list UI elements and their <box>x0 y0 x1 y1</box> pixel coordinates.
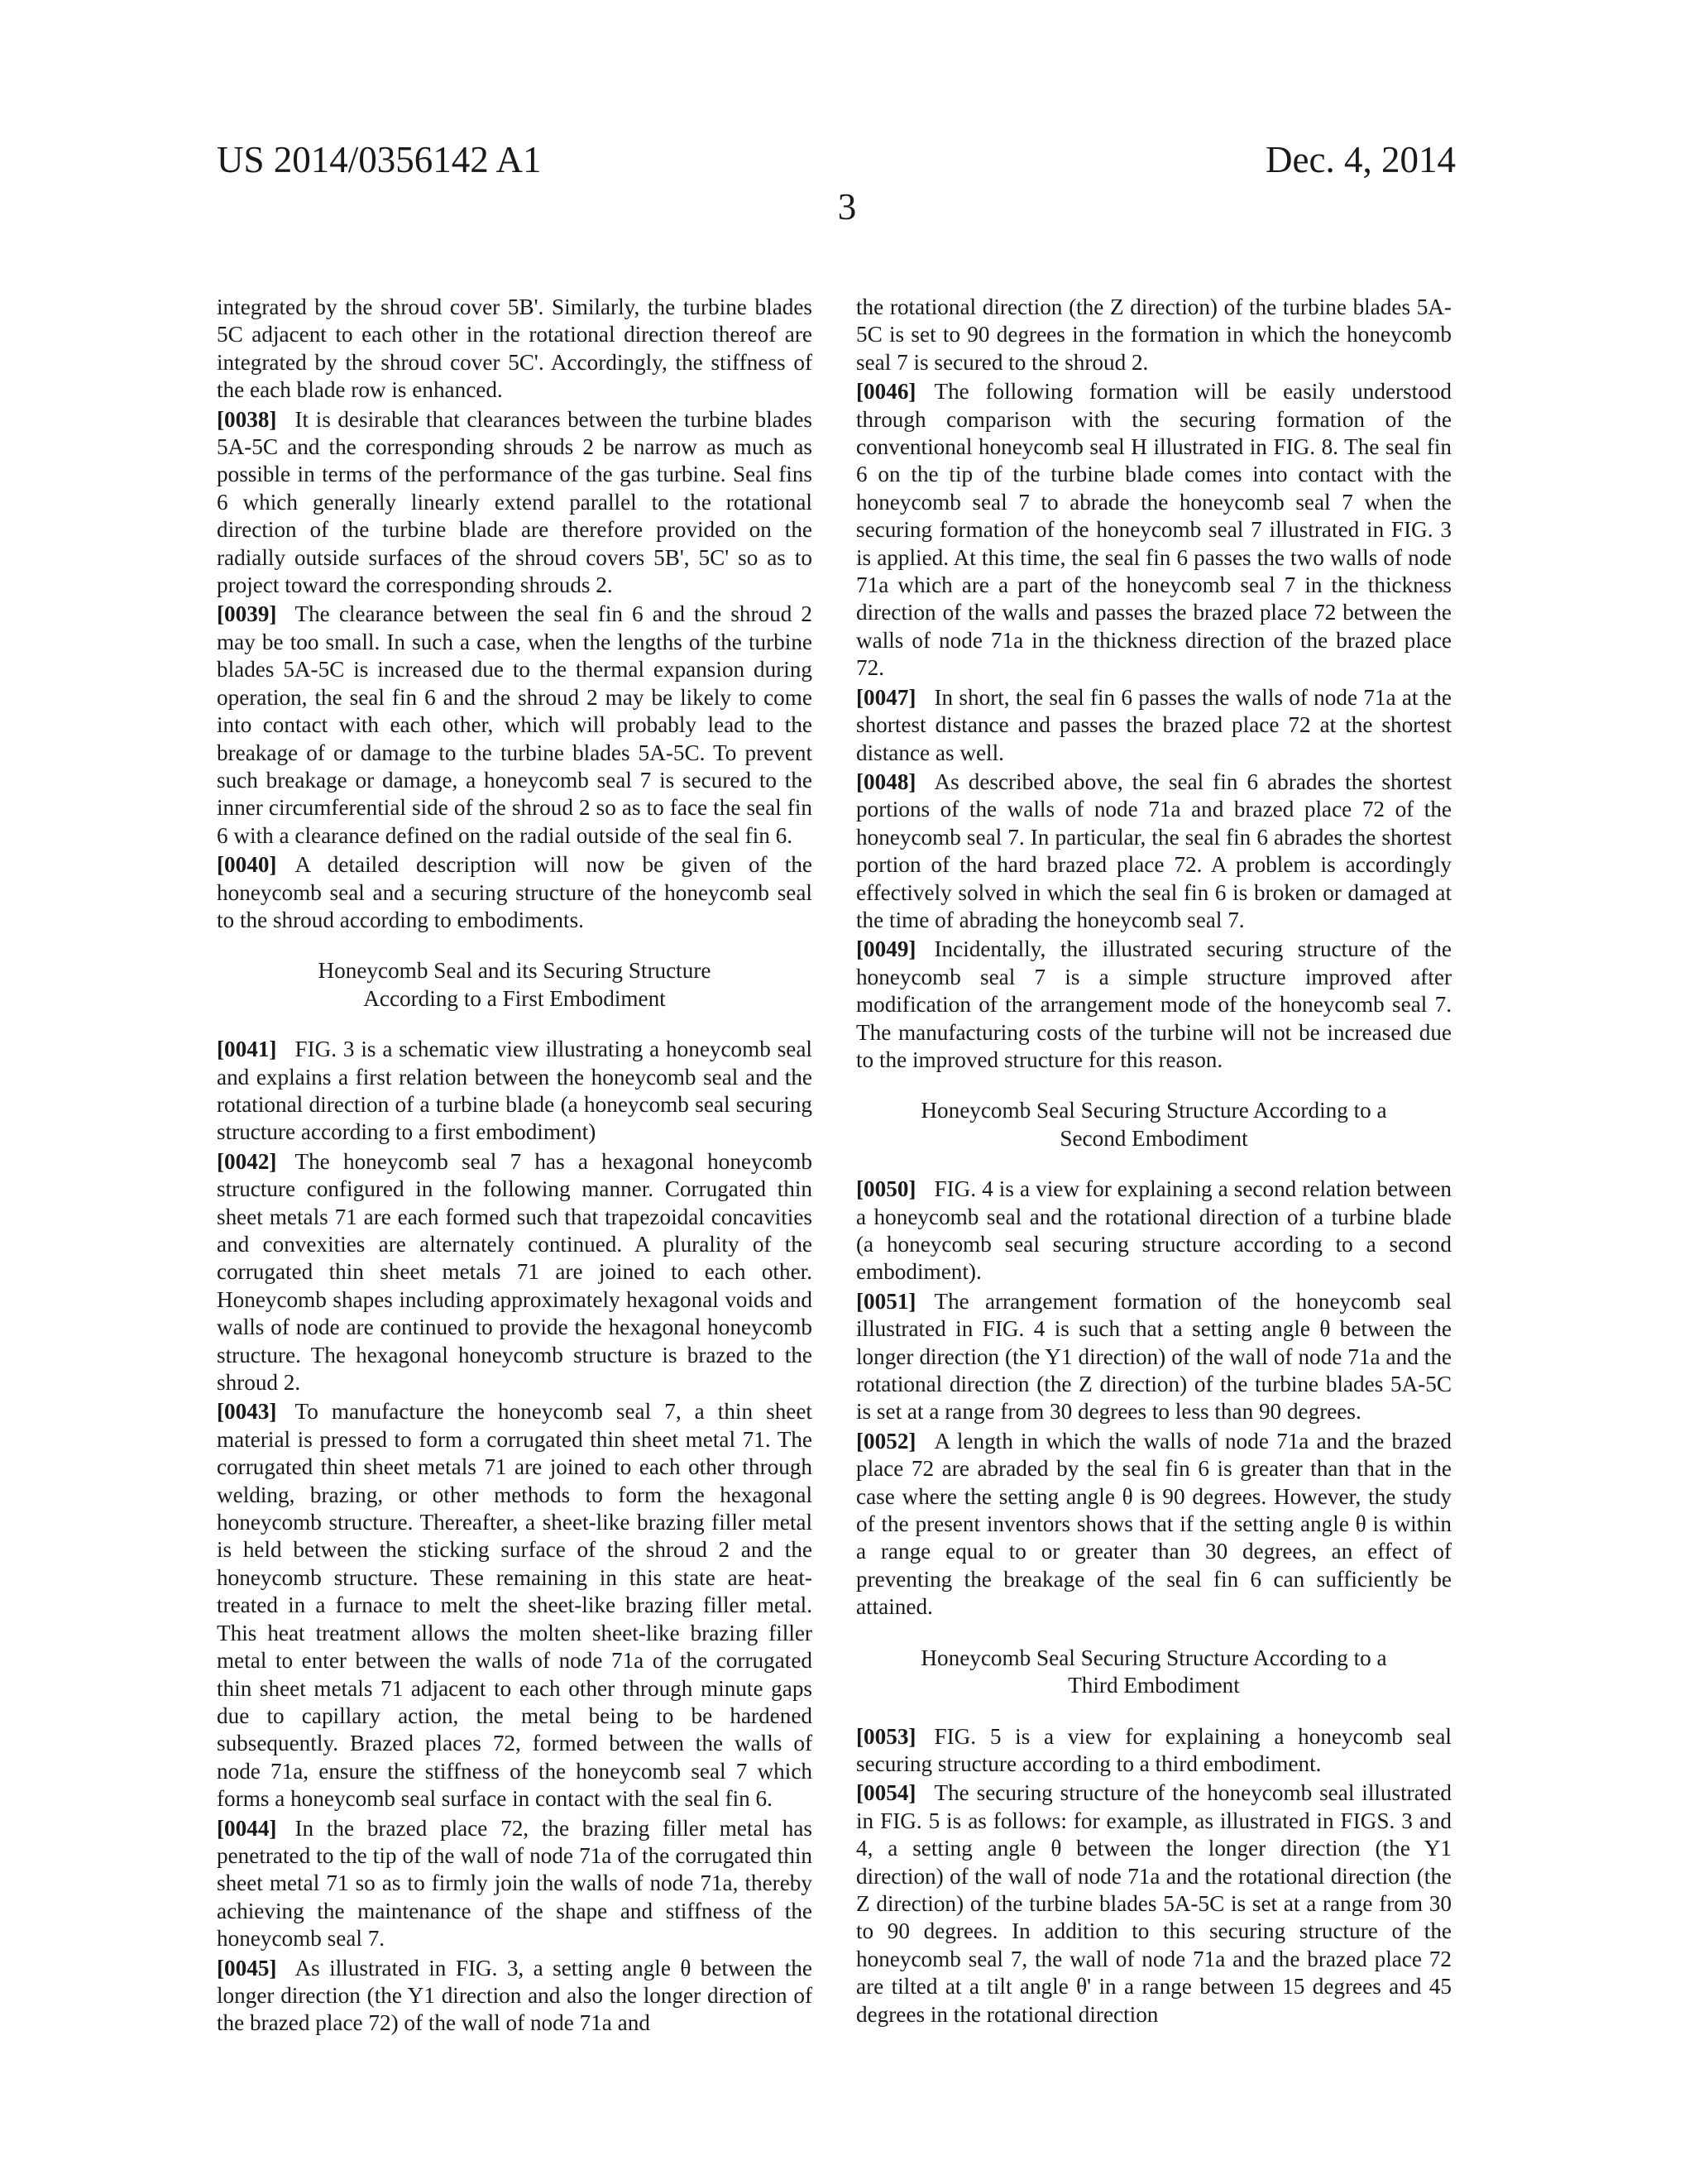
paragraph-text: The clearance between the seal fin 6 and the shroud 2 may be too small. In such a case, when the lengths of the turbine blades 5A-5C is increased due to the thermal expansion during operation, the seal fin 6 and the shroud 2 may be likely to come into contact with each other, which will probably lead to the breakage of or damage to the turbine blades 5A-5C. To prevent such breakage or damage, a honeycomb seal 7 is secured to the inner circumferential side of the shroud 2 so as to face the seal fin 6 with a clearance defined on the radial outside of the seal fin 6. <box>217 601 812 848</box>
paragraph-number: [0050] <box>856 1176 916 1202</box>
paragraph-0049 <box>856 936 1452 1074</box>
page-number: 3 <box>837 186 857 228</box>
paragraph-0039 <box>217 601 812 850</box>
paragraph-0051 <box>856 1288 1452 1426</box>
paragraph-0047 <box>856 684 1452 767</box>
paragraph-text: FIG. 3 is a schematic view illustrating a honeycomb seal and explains a first relation between the honeycomb seal and the rotational direction of a turbine blade (a honeycomb seal securing structure according to a first embodiment) <box>217 1037 812 1145</box>
paragraph-text: To manufacture the honeycomb seal 7, a thin sheet material is pressed to form a corrugated thin sheet metal 71. The corrugated thin sheet metals 71 are joined to each other through welding, brazing, or other methods to form the hexagonal honeycomb structure. Thereafter, a sheet-like brazing filler metal is held between the sticking surface of the shroud 2 and the honeycomb structure. These remaining in this state are heat-treated in a furnace to melt the sheet-like brazing filler metal. This heat treatment allows the molten sheet-like brazing filler metal to enter between the walls of node 71a of the corrugated thin sheet metals 71 adjacent to each other through minute gaps due to capillary action, the metal being to be hardened subsequently. Brazed places 72, formed between the walls of node 71a, ensure the stiffness of the honeycomb seal 7 which forms a honeycomb seal surface in contact with the seal fin 6. <box>217 1399 812 1812</box>
paragraph-text: In short, the seal fin 6 passes the walls of node 71a at the shortest distance and passes the brazed place 72 at the shortest distance as well. <box>856 684 1452 765</box>
paragraph-number: [0038] <box>217 406 277 432</box>
paragraph-0053 <box>856 1723 1452 1779</box>
paragraph-text: The honeycomb seal 7 has a hexagonal honeycomb structure configured in the following manner. Corrugated thin sheet metals 71 are each formed such that trapezoidal concavities and convexities are alternately continued. A plurality of the corrugated thin sheet metals 71 are joined to each other. Honeycomb shapes including approximately hexagonal voids and walls of node are continued to provide the hexagonal honeycomb structure. The hexagonal honeycomb structure is brazed to the shroud 2. <box>217 1148 812 1396</box>
paragraph-number: [0049] <box>856 936 916 962</box>
paragraph-text: FIG. 5 is a view for explaining a honeycomb seal securing structure according to a third embodiment. <box>856 1723 1452 1776</box>
publication-number: US 2014/0356142 A1 <box>217 139 542 180</box>
paragraph-0038 <box>217 406 812 600</box>
paragraph-text: A detailed description will now be given of the honeycomb seal and a securing structure of the honeycomb seal to the shroud according to embodiments. <box>217 852 812 932</box>
paragraph-text: In the brazed place 72, the brazing filler metal has penetrated to the tip of the wall of node 71a of the corrugated thin sheet metal 71 so as to firmly join the walls of node 71a, thereby achieving the maintenance of the shape and stiffness of the honeycomb seal 7. <box>217 1815 812 1952</box>
paragraph-0044 <box>217 1815 812 1953</box>
paragraph-text: As described above, the seal fin 6 abrades the shortest portions of the walls of node 71a and brazed place 72 of the honeycomb seal 7. In particular, the seal fin 6 abrades the shortest portion of the hard brazed place 72. A problem is accordingly effectively solved in which the seal fin 6 is broken or damaged at the time of abrading the honeycomb seal 7. <box>856 769 1452 932</box>
paragraph-number: [0048] <box>856 769 916 794</box>
paragraph-number: [0041] <box>217 1037 277 1062</box>
paragraph-0040 <box>217 851 812 934</box>
heading-line: Honeycomb Seal Securing Structure According to a <box>921 1645 1387 1670</box>
paragraph-0042 <box>217 1148 812 1397</box>
paragraph-number: [0047] <box>856 684 916 710</box>
heading-line: Third Embodiment <box>1068 1673 1240 1698</box>
paragraph-number: [0054] <box>856 1780 916 1806</box>
section-heading-second-embodiment <box>856 1097 1452 1152</box>
section-heading-first-embodiment <box>217 957 812 1013</box>
paragraph-0052 <box>856 1428 1452 1621</box>
paragraph-0054 <box>856 1779 1452 2028</box>
section-heading-third-embodiment <box>856 1645 1452 1700</box>
paragraph-text: The securing structure of the honeycomb seal illustrated in FIG. 5 is as follows: for example, as illustrated in FIGS. 3 and 4, a setting angle θ between the longer direction (the Y1 direction) of the wall of node 71a and the rotational direction (the Z direction) of the turbine blades 5A-5C is set at a range from 30 to 90 degrees. In addition to this securing structure of the honeycomb seal 7, the wall of node 71a and the brazed place 72 are tilted at a tilt angle θ' in a range between 15 degrees and 45 degrees in the rotational direction <box>856 1780 1452 2027</box>
paragraph-number: [0043] <box>217 1399 277 1425</box>
paragraph-text: A length in which the walls of node 71a and the brazed place 72 are abraded by the seal fin 6 is greater than that in the case where the setting angle θ is 90 degrees. However, the study of the present inventors shows that if the setting angle θ is within a range equal to or greater than 30 degrees, an effect of preventing the breakage of the seal fin 6 can sufficiently be attained. <box>856 1428 1452 1620</box>
paragraph-number: [0044] <box>217 1815 277 1841</box>
paragraph-number: [0039] <box>217 601 277 627</box>
paragraph-continuation: integrated by the shroud cover 5B'. Similarly, the turbine blades 5C adjacent to each other in the rotational direction thereof are integrated by the shroud cover 5C'. Accordingly, the stiffness of the each blade row is enhanced. <box>217 295 812 403</box>
heading-line: According to a First Embodiment <box>363 985 666 1011</box>
paragraph-0041 <box>217 1036 812 1147</box>
heading-line: Honeycomb Seal Securing Structure According to a <box>921 1098 1387 1123</box>
left-column <box>217 294 812 2039</box>
paragraph-text: The arrangement formation of the honeycomb seal illustrated in FIG. 4 is such that a setting angle θ between the longer direction (the Y1 direction) of the wall of node 71a and the rotational direction (the Z direction) of the turbine blades 5A-5C is set at a range from 30 degrees to less than 90 degrees. <box>856 1288 1452 1425</box>
paragraph-number: [0046] <box>856 379 916 405</box>
paragraph-text: Incidentally, the illustrated securing structure of the honeycomb seal 7 is a simple structure improved after modification of the arrangement mode of the honeycomb seal 7. The manufacturing costs of the turbine will not be increased due to the improved structure for this reason. <box>856 936 1452 1072</box>
heading-line: Second Embodiment <box>1060 1125 1248 1151</box>
paragraph-number: [0051] <box>856 1288 916 1314</box>
publication-date: Dec. 4, 2014 <box>1266 139 1456 180</box>
paragraph-number: [0042] <box>217 1148 277 1174</box>
paragraph-text: The following formation will be easily understood through comparison with the securing formation of the conventional honeycomb seal H illustrated in FIG. 8. The seal fin 6 on the tip of the turbine blade comes into contact with the honeycomb seal 7 to abrade the honeycomb seal 7 when the securing formation of the honeycomb seal 7 illustrated in FIG. 3 is applied. At this time, the seal fin 6 passes the two walls of node 71a which are a part of the honeycomb seal 7 in the thickness direction of the walls and passes the brazed place 72 between the walls of node 71a in the thickness direction of the brazed place 72. <box>856 379 1452 681</box>
paragraph-continuation: the rotational direction (the Z direction) of the turbine blades 5A-5C is set to 90 degrees in the formation in which the honeycomb seal 7 is secured to the shroud 2. <box>856 295 1452 375</box>
paragraph-0046 <box>856 378 1452 682</box>
paragraph-number: [0045] <box>217 1955 277 1980</box>
paragraph-number: [0052] <box>856 1428 916 1454</box>
paragraph-text: It is desirable that clearances between the turbine blades 5A-5C and the corresponding shrouds 2 be narrow as much as possible in terms of the performance of the gas turbine. Seal fins 6 which generally linearly extend parallel to the rotational direction of the turbine blade are therefore provided on the radially outside surfaces of the shroud covers 5B', 5C' so as to project toward the corresponding shrouds 2. <box>217 406 812 598</box>
heading-line: Honeycomb Seal and its Securing Structure <box>318 958 711 984</box>
paragraph-0050 <box>856 1176 1452 1286</box>
paragraph-0045 <box>217 1955 812 2038</box>
paragraph-number: [0040] <box>217 852 277 878</box>
paragraph-text: FIG. 4 is a view for explaining a second relation between a honeycomb seal and the rotational direction of a turbine blade (a honeycomb seal securing structure according to a second embodiment). <box>856 1176 1452 1285</box>
paragraph-text: As illustrated in FIG. 3, a setting angle θ between the longer direction (the Y1 direction and also the longer direction of the brazed place 72) of the wall of node 71a and <box>217 1955 812 2036</box>
paragraph-0043 <box>217 1398 812 1813</box>
right-column <box>856 294 1452 2030</box>
paragraph-0048 <box>856 769 1452 934</box>
paragraph-number: [0053] <box>856 1723 916 1749</box>
